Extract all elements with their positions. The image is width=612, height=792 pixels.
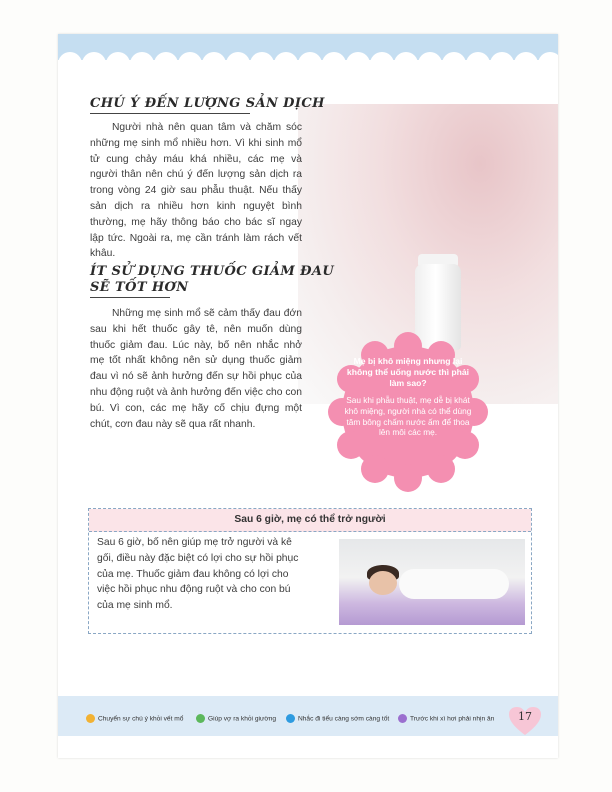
footer-bar: [58, 696, 558, 736]
info-box-body: Sau 6 giờ, bố nên giúp mẹ trở người và kê gối, điều này đặc biệt có lợi cho sự hồi phục của mẹ. Thuốc giảm đau không có lợi cho việc hồi phục nhu động ruột và cho con bú của mẹ sinh mổ.: [97, 537, 299, 612]
legend-item-1: [86, 714, 183, 723]
legend-item-3: [286, 714, 389, 723]
info-box: [88, 508, 532, 634]
bubble-answer: Sau khi phẫu thuật, mẹ dễ bị khát khô miệng, người nhà có thể dùng tăm bông chấm nước ấm để thoa lên môi các mẹ.: [344, 395, 472, 438]
section1-heading: CHÚ Ý ĐẾN LƯỢNG SẢN DỊCH: [90, 96, 325, 111]
woman-body: [399, 569, 509, 599]
orange-dot-icon: [86, 714, 95, 723]
legend-label-3: Nhắc đi tiểu càng sớm càng tốt: [298, 715, 390, 723]
woman-head: [369, 571, 397, 595]
purple-dot-icon: [398, 714, 407, 723]
section2-heading-line2: SẼ TỐT HƠN: [90, 280, 189, 295]
scalloped-border: [58, 34, 558, 60]
bubble-question: Mẹ bị khô miệng nhưng lại không thể uống nước thì phải làm sao?: [346, 356, 470, 388]
legend-item-4: [398, 714, 494, 723]
section2-heading-line1: ÍT SỬ DỤNG THUỐC GIẢM ĐAU: [90, 264, 335, 279]
book-page: [58, 34, 558, 758]
legend-item-2: [196, 714, 276, 723]
page-number: 17: [518, 710, 532, 723]
section1-underline: [90, 113, 250, 114]
sleeping-woman-photo: [339, 539, 525, 625]
blue-dot-icon: [286, 714, 295, 723]
section1-body: Người nhà nên quan tâm và chăm sóc những mẹ sinh mổ nhiều hơn. Vì khi sinh mổ tử cung chảy máu khá nhiều, các mẹ và người thân nên chú ý đến lượng sản dịch ra trong vòng 24 giờ sau phẫu thuật. Nếu thấy sản dịch ra nhiều hơn kinh nguyệt bình thường, mẹ hãy thông báo cho bác sĩ ngay lập tức. Ngoài ra, mẹ cần tránh làm rách vết khâu.: [90, 122, 302, 260]
legend-label-2: Giúp vợ ra khỏi giường: [208, 715, 277, 723]
bubble-text: [344, 356, 472, 438]
section2-body: Những mẹ sinh mổ sẽ cảm thấy đau đớn sau khi hết thuốc gây tê, nên muốn dùng thuốc giảm đau. Lúc này, bố nên nhắc nhở mẹ tốt nhất không nên sử dụng thuốc giảm đau vì nó sẽ ảnh hưởng đến sự hồi phục của nhu động ruột và ảnh hưởng đến việc cho con bú. Vì con, các mẹ hãy cố chịu đựng một chút, cơn đau này sẽ qua rất nhanh.: [90, 308, 302, 430]
info-box-title: Sau 6 giờ, mẹ có thể trở người: [89, 509, 531, 532]
green-dot-icon: [196, 714, 205, 723]
legend-label-1: Chuyển sự chú ý khỏi vết mổ: [98, 715, 184, 723]
legend-label-4: Trước khi xì hơi phải nhịn ăn: [410, 715, 495, 723]
section2-underline: [90, 297, 170, 298]
